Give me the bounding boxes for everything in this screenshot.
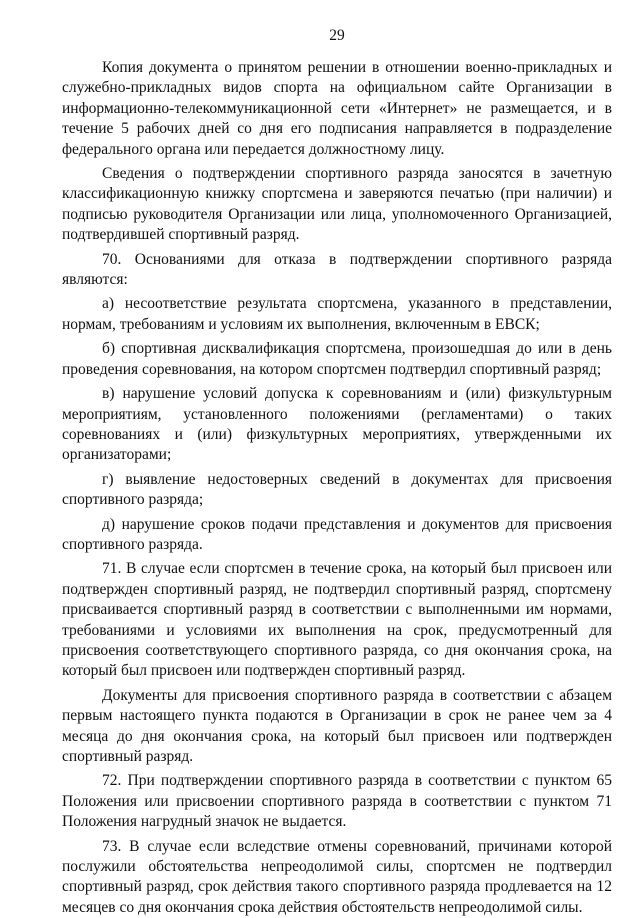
paragraph-item-70-v: в) нарушение условий допуска к соревнованиям и (или) физкультурным мероприятиям, установленного положениями (регламентами) о таких соревнованиях и (или) физкультурных мероприятиях, утвержденными их организаторами; xyxy=(62,385,612,464)
document-page xyxy=(62,26,612,918)
paragraph-item-71: 71. В случае если спортсмен в течение срока, на который был присвоен или подтвержден спортивный разряд, не подтвердил спортивный разряд, спортсмену присваивается спортивный разряд в соответствии с выполненными им нормами, требованиями и условиями их выполнения на срок, предусмотренный для присвоения соответствующего спортивного разряда, со дня окончания срока, на который был присвоен или подтвержден спортивный разряд. xyxy=(62,560,612,680)
paragraph-rank-info: Сведения о подтверждении спортивного разряда заносятся в зачетную классификационную книжку спортсмена и заверяются печатью (при наличии) и подписью руководителя Организации или лица, уполномоченного Организацией, подтвердившей спортивный разряд. xyxy=(62,165,612,244)
paragraph-item-72: 72. При подтверждении спортивного разряда в соответствии с пунктом 65 Положения или присвоении спортивного разряда в соответствии с пунктом 71 Положения нагрудный значок не выдается. xyxy=(62,772,612,831)
paragraph-item-73: 73. В случае если вследствие отмены соревнований, причинами которой послужили обстоятельства непреодолимой силы, спортсмен не подтвердил спортивный разряд, срок действия такого спортивного разряда продлевается на 12 месяцев со дня окончания срока действия обстоятельств непреодолимой силы. xyxy=(62,837,612,916)
paragraph-item-70-g: г) выявление недостоверных сведений в документах для присвоения спортивного разряда; xyxy=(62,470,612,509)
page-number: 29 xyxy=(329,27,345,44)
paragraph-item-70-b: б) спортивная дисквалификация спортсмена, произошедшая до или в день проведения соревнования, на котором спортсмен подтвердил спортивный разряд; xyxy=(62,340,612,378)
paragraph-item-71-documents: Документы для присвоения спортивного разряда в соответствии с абзацем первым настоящего пункта подаются в Организации в срок не ранее чем за 4 месяца до дня окончания срока, на который был присвоен или подтвержден спортивный разряд. xyxy=(62,686,612,765)
paragraph-item-70: 70. Основаниями для отказа в подтверждении спортивного разряда являются: xyxy=(62,250,612,289)
paragraph-item-70-a: а) несоответствие результата спортсмена, указанного в представлении, нормам, требованиям и условиям их выполнения, включенным в ЕВСК; xyxy=(62,295,612,333)
paragraph-copy-decision: Копия документа о принятом решении в отношении военно-прикладных и служебно-прикладных видов спорта на официальном сайте Организации в информационно-телекоммуникационной сети «Интернет» не размещается, и в течение 5 рабочих дней со дня его подписания направляется в подразделение федерального органа или передается должностному лицу. xyxy=(62,59,612,158)
paragraph-item-70-d: д) нарушение сроков подачи представления и документов для присвоения спортивного разряда. xyxy=(62,515,612,553)
